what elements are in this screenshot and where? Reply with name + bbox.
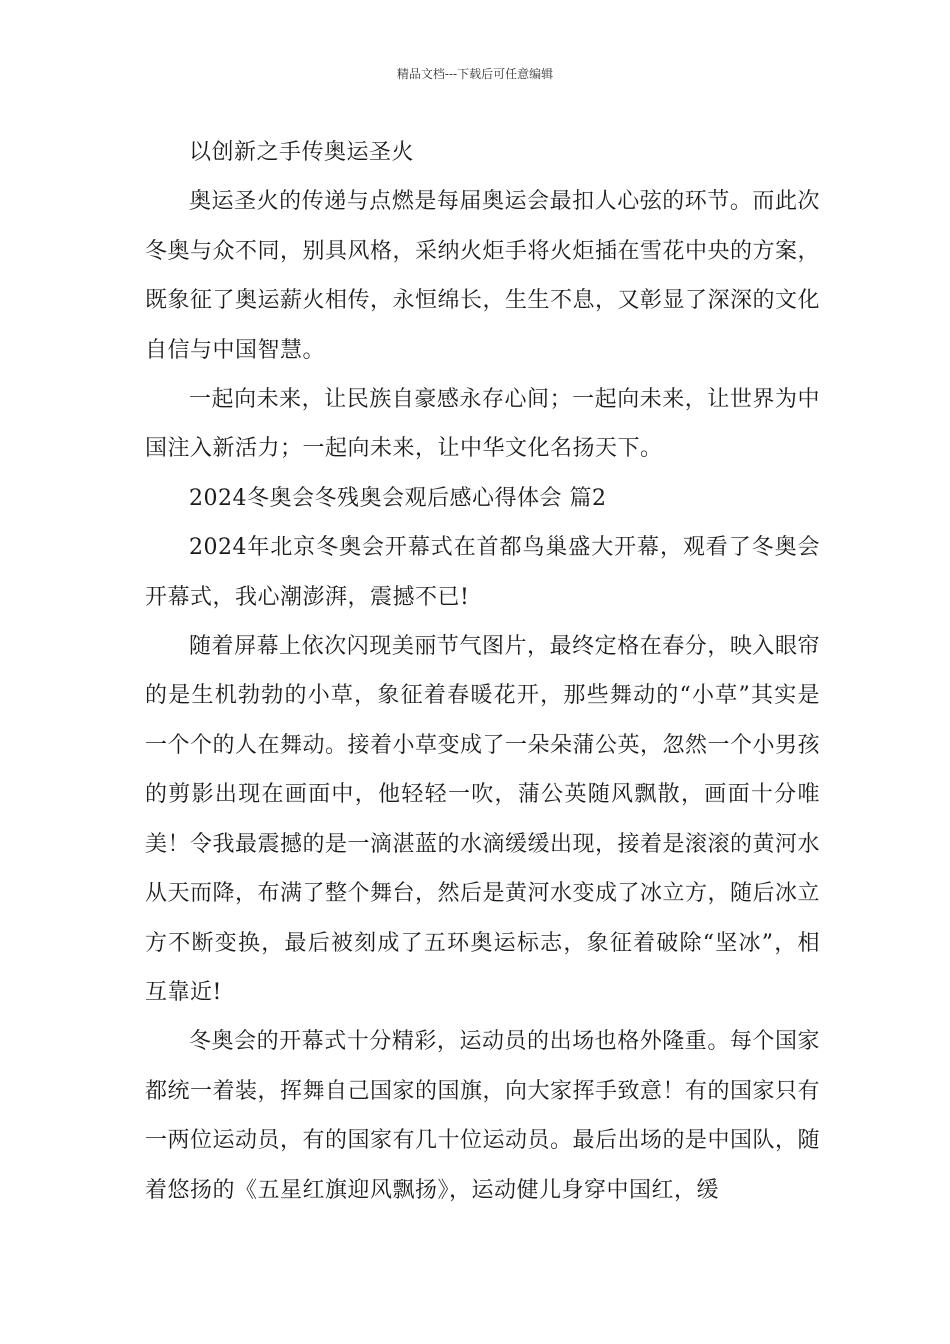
section-heading-part-2: 2024冬奥会冬残奥会观后感心得体会 篇2	[189, 485, 607, 511]
paragraph-torch-lighting: 奥运圣火的传递与点燃是每届奥运会最扣人心弦的环节。而此次冬奥与众不同，别具风格，采纳火炬手将火炬插在雪花中央的方案，既象征了奥运薪火相传，永恒绵长，生生不息，又彰显了深深的文化自信与中国智慧。	[145, 189, 821, 363]
paragraph-opening-ceremony: 2024年北京冬奥会开幕式在首都鸟巢盛大开幕，观看了冬奥会开幕式，我心潮澎湃，震撼不已!	[145, 535, 820, 610]
paragraph-together-future: 一起向未来，让民族自豪感永存心间；一起向未来，让世界为中国注入新活力；一起向未来，让中华文化名扬天下。	[145, 387, 820, 462]
page-header: 精品文档---下载后可任意编辑	[396, 67, 554, 81]
paragraph-ceremony-description: 随着屏幕上依次闪现美丽节气图片，最终定格在春分，映入眼帘的是生机勃勃的小草，象征着春暖花开，那些舞动的“小草”其实是一个个的人在舞动。接着小草变成了一朵朵蒲公英，忽然一个小男孩的剪影出现在画面中，他轻轻一吹，蒲公英随风飘散，画面十分唯美！令我最震撼的是一滴湛蓝的水滴缓缓出现，接着是滚滚的黄河水从天而降，布满了整个舞台，然后是黄河水变成了冰立方，随后冰立方不断变换，最后被刻成了五环奥运标志，象征着破除“坚冰”，相互靠近!	[145, 634, 821, 1005]
document-body	[145, 128, 820, 1215]
section-heading-innovation: 以创新之手传奥运圣火	[189, 140, 415, 165]
paragraph-athlete-parade: 冬奥会的开幕式十分精彩，运动员的出场也格外隆重。每个国家都统一着装，挥舞自己国家的国旗，向大家挥手致意！有的国家只有一两位运动员，有的国家有几十位运动员。最后出场的是中国队，随着悠扬的《五星红旗迎风飘扬》，运动健儿身穿中国红，缓	[145, 1029, 821, 1203]
